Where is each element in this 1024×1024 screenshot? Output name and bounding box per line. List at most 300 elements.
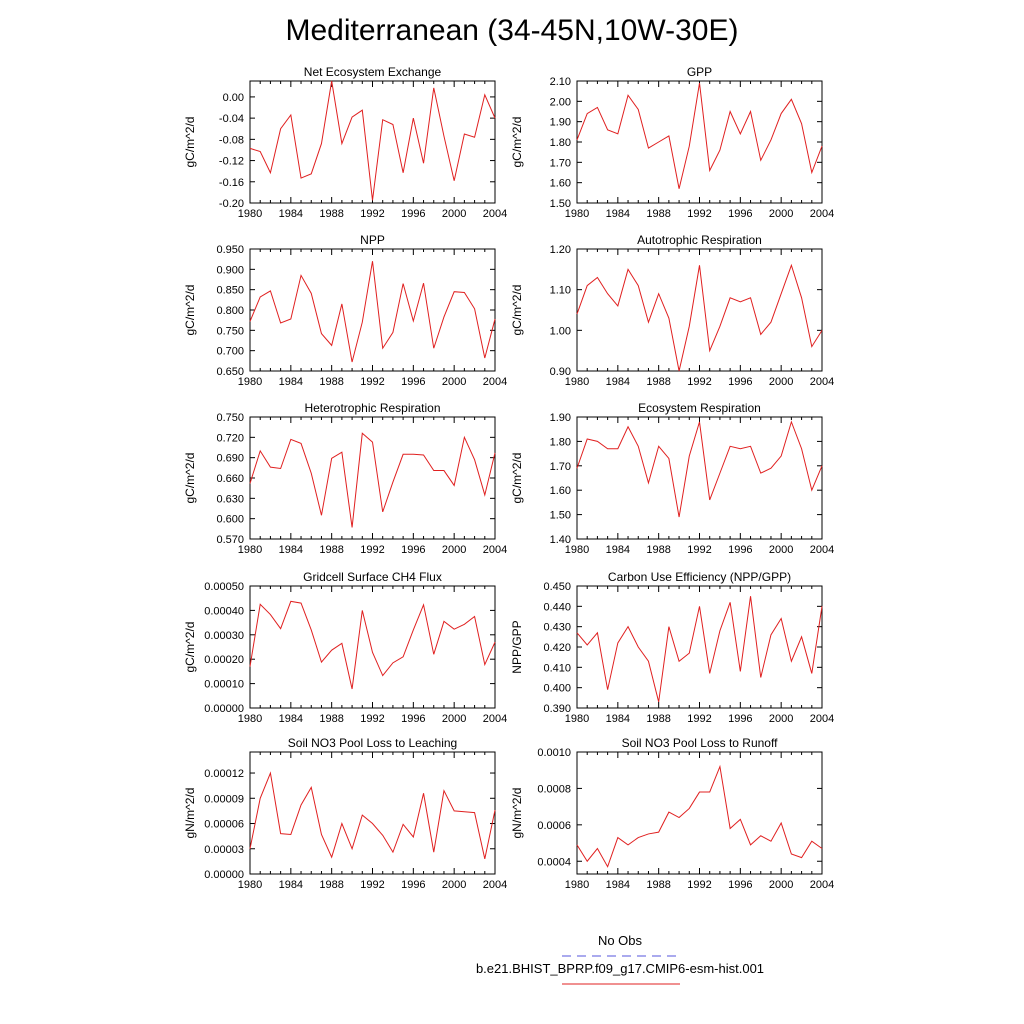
y-tick-label: -0.08: [218, 134, 244, 147]
plot-frame: [250, 417, 495, 539]
data-point: [443, 790, 444, 791]
x-tick-label: 1980: [237, 544, 263, 556]
data-point: [781, 455, 782, 456]
data-point: [433, 852, 434, 853]
y-tick-label: 0.00000: [204, 703, 244, 715]
data-point: [270, 172, 271, 173]
data-point: [290, 601, 291, 602]
y-tick-label: 1.50: [549, 198, 571, 210]
y-tick-label: 1.50: [549, 509, 571, 522]
y-tick-label: 2.00: [549, 96, 571, 109]
data-point: [413, 836, 414, 837]
x-tick-label: 2000: [768, 544, 794, 556]
y-tick-label: 0.0008: [537, 783, 571, 796]
legend-label-no-obs: No Obs: [597, 933, 643, 948]
series-line: [250, 81, 495, 200]
data-point: [403, 656, 404, 657]
series-line: [577, 83, 822, 189]
data-point: [740, 671, 741, 672]
data-point: [484, 94, 485, 95]
data-point: [260, 604, 261, 605]
y-tick-label: 0.00010: [204, 678, 244, 691]
data-point: [617, 642, 618, 643]
panel-title: Ecosystem Respiration: [638, 401, 761, 415]
data-point: [464, 437, 465, 438]
data-point: [607, 293, 608, 294]
data-point: [423, 283, 424, 284]
y-axis-label: gC/m^2/d: [183, 452, 197, 504]
data-point: [423, 793, 424, 794]
panel-title: Soil NO3 Pool Loss to Leaching: [287, 736, 458, 750]
x-tick-label: 1980: [237, 376, 263, 388]
data-point: [740, 819, 741, 820]
plot-frame: [250, 249, 495, 371]
data-point: [423, 604, 424, 605]
data-point: [750, 446, 751, 447]
x-tick-label: 1980: [564, 544, 590, 556]
data-point: [362, 322, 363, 323]
x-tick-label: 2000: [768, 879, 794, 891]
x-tick-label: 1980: [564, 208, 590, 220]
data-point: [587, 861, 588, 862]
panel-title: Soil NO3 Pool Loss to Runoff: [621, 736, 778, 750]
y-tick-label: 0.0010: [537, 747, 571, 759]
x-tick-label: 1996: [728, 713, 753, 725]
x-tick-label: 1988: [646, 713, 671, 725]
plot-frame: [250, 81, 495, 203]
series-line: [577, 596, 822, 702]
data-point: [678, 817, 679, 818]
data-point: [587, 644, 588, 645]
data-point: [597, 632, 598, 633]
panel-npp: [183, 233, 507, 388]
data-point: [699, 265, 700, 266]
data-point: [791, 421, 792, 422]
data-point: [821, 606, 822, 607]
data-point: [362, 610, 363, 611]
data-point: [740, 133, 741, 134]
data-point: [791, 99, 792, 100]
x-tick-label: 1992: [360, 879, 385, 891]
x-tick-label: 2000: [441, 879, 467, 891]
data-point: [413, 454, 414, 455]
data-point: [494, 452, 495, 453]
data-point: [627, 426, 628, 427]
x-tick-label: 2004: [809, 376, 835, 388]
data-point: [464, 133, 465, 134]
data-point: [587, 113, 588, 114]
y-tick-label: -0.04: [218, 113, 244, 126]
data-point: [413, 320, 414, 321]
x-tick-label: 1980: [564, 713, 590, 725]
y-tick-label: 0.750: [216, 412, 244, 424]
data-point: [699, 82, 700, 83]
data-point: [260, 450, 261, 451]
data-point: [341, 823, 342, 824]
data-point: [443, 621, 444, 622]
data-point: [597, 277, 598, 278]
data-point: [781, 293, 782, 294]
data-point: [576, 139, 577, 140]
data-point: [443, 470, 444, 471]
y-axis-label: NPP/GPP: [510, 620, 524, 674]
data-point: [811, 346, 812, 347]
data-point: [362, 110, 363, 111]
data-point: [811, 490, 812, 491]
data-point: [311, 293, 312, 294]
data-point: [607, 129, 608, 130]
data-point: [648, 833, 649, 834]
y-tick-label: 0.390: [543, 703, 571, 715]
data-point: [597, 848, 598, 849]
data-point: [403, 283, 404, 284]
y-tick-label: 1.20: [549, 244, 571, 256]
x-tick-label: 1984: [605, 879, 631, 891]
data-point: [689, 326, 690, 327]
x-tick-label: 1992: [687, 376, 712, 388]
panel-title: Carbon Use Efficiency (NPP/GPP): [607, 570, 792, 584]
x-tick-label: 1988: [319, 879, 344, 891]
data-point: [341, 143, 342, 144]
data-point: [290, 318, 291, 319]
data-point: [484, 858, 485, 859]
x-tick-label: 1992: [360, 376, 385, 388]
series-line: [250, 601, 495, 689]
data-point: [351, 116, 352, 117]
data-point: [433, 87, 434, 88]
data-point: [719, 630, 720, 631]
data-point: [638, 446, 639, 447]
data-point: [638, 109, 639, 110]
panel-grid: [183, 65, 834, 891]
panel-title: Heterotrophic Respiration: [304, 401, 441, 415]
y-tick-label: 0.700: [216, 345, 244, 358]
y-axis-label: gC/m^2/d: [510, 452, 524, 504]
y-tick-label: -0.12: [218, 155, 244, 168]
y-tick-label: 1.80: [549, 137, 571, 149]
plot-frame: [577, 586, 822, 708]
data-point: [372, 261, 373, 262]
x-tick-label: 1992: [687, 713, 712, 725]
panel-title: GPP: [686, 65, 713, 79]
data-point: [484, 494, 485, 495]
x-tick-label: 1988: [319, 544, 344, 556]
x-tick-label: 1980: [564, 879, 590, 891]
data-point: [494, 318, 495, 319]
x-tick-label: 2004: [482, 208, 508, 220]
y-axis-label: gC/m^2/d: [183, 284, 197, 336]
x-tick-label: 1980: [564, 376, 590, 388]
data-point: [760, 835, 761, 836]
y-tick-label: 0.420: [543, 642, 571, 654]
data-point: [249, 848, 250, 849]
y-tick-label: 0.430: [543, 621, 571, 634]
y-tick-label: 2.10: [549, 76, 571, 88]
data-point: [382, 119, 383, 120]
x-tick-label: 2004: [809, 879, 835, 891]
data-point: [372, 823, 373, 824]
data-point: [781, 822, 782, 823]
x-tick-label: 2004: [482, 376, 508, 388]
data-point: [341, 303, 342, 304]
x-tick-label: 1996: [728, 376, 753, 388]
x-tick-label: 1984: [278, 879, 304, 891]
plot-frame: [250, 586, 495, 708]
x-tick-label: 2000: [768, 208, 794, 220]
data-point: [454, 629, 455, 630]
x-tick-label: 1984: [605, 713, 631, 725]
data-point: [392, 481, 393, 482]
x-tick-label: 1988: [646, 376, 671, 388]
data-point: [454, 810, 455, 811]
y-axis-label: gN/m^2/d: [510, 787, 524, 839]
panel-net-ecosystem-exchange: [183, 65, 507, 220]
y-tick-label: 0.800: [216, 305, 244, 317]
data-point: [372, 441, 373, 442]
x-tick-label: 2004: [482, 544, 508, 556]
x-tick-label: 1988: [319, 376, 344, 388]
data-point: [249, 148, 250, 149]
x-tick-label: 1980: [237, 713, 263, 725]
data-point: [678, 370, 679, 371]
y-tick-label: 0.900: [216, 264, 244, 277]
data-point: [689, 455, 690, 456]
series-line: [250, 773, 495, 859]
data-point: [638, 837, 639, 838]
y-tick-label: 0.720: [216, 432, 244, 445]
x-tick-label: 1992: [360, 713, 385, 725]
data-point: [709, 350, 710, 351]
data-point: [300, 804, 301, 805]
data-point: [392, 124, 393, 125]
data-point: [689, 145, 690, 146]
data-point: [750, 111, 751, 112]
data-point: [351, 848, 352, 849]
data-point: [709, 673, 710, 674]
data-point: [576, 632, 577, 633]
y-tick-label: 1.60: [549, 485, 571, 498]
data-point: [770, 841, 771, 842]
panel-title: NPP: [360, 233, 385, 247]
series-line: [250, 261, 495, 362]
data-point: [331, 857, 332, 858]
data-point: [464, 624, 465, 625]
plot-frame: [577, 417, 822, 539]
data-point: [760, 677, 761, 678]
data-point: [658, 446, 659, 447]
figure-title: Mediterranean (34-45N,10W-30E): [285, 14, 739, 47]
data-point: [791, 661, 792, 662]
x-tick-label: 1996: [401, 208, 426, 220]
data-point: [699, 791, 700, 792]
data-point: [494, 118, 495, 119]
data-point: [311, 173, 312, 174]
data-point: [280, 628, 281, 629]
data-point: [372, 652, 373, 653]
data-point: [781, 618, 782, 619]
data-point: [801, 123, 802, 124]
data-point: [791, 265, 792, 266]
data-point: [423, 163, 424, 164]
y-tick-label: 0.660: [216, 473, 244, 485]
data-point: [730, 297, 731, 298]
y-tick-label: 1.60: [549, 177, 571, 190]
y-tick-label: 1.90: [549, 412, 571, 424]
data-point: [433, 470, 434, 471]
data-point: [331, 345, 332, 346]
data-point: [719, 150, 720, 151]
data-point: [607, 448, 608, 449]
data-point: [801, 857, 802, 858]
y-tick-label: -0.20: [218, 198, 244, 210]
x-tick-label: 2000: [441, 544, 467, 556]
data-point: [321, 834, 322, 835]
data-point: [730, 602, 731, 603]
data-point: [801, 297, 802, 298]
data-point: [403, 454, 404, 455]
data-point: [821, 330, 822, 331]
x-tick-label: 1980: [237, 879, 263, 891]
data-point: [730, 446, 731, 447]
x-tick-label: 2000: [441, 376, 467, 388]
data-point: [791, 853, 792, 854]
y-tick-label: 1.70: [549, 460, 571, 473]
data-point: [484, 357, 485, 358]
panel-heterotrophic-respiration: [183, 401, 507, 556]
y-axis-label: gN/m^2/d: [183, 787, 197, 839]
y-tick-label: 1.40: [549, 534, 571, 546]
data-point: [403, 824, 404, 825]
data-point: [709, 499, 710, 500]
data-point: [689, 808, 690, 809]
data-point: [249, 666, 250, 667]
data-point: [638, 646, 639, 647]
data-point: [638, 285, 639, 286]
data-point: [760, 160, 761, 161]
data-point: [403, 172, 404, 173]
series-line: [577, 265, 822, 371]
x-tick-label: 2004: [809, 208, 835, 220]
data-point: [597, 107, 598, 108]
data-point: [770, 634, 771, 635]
series-line: [577, 767, 822, 867]
x-tick-label: 1984: [605, 544, 631, 556]
data-point: [362, 815, 363, 816]
data-point: [382, 348, 383, 349]
data-point: [617, 448, 618, 449]
data-point: [668, 811, 669, 812]
y-tick-label: 0.00003: [204, 843, 244, 856]
panel-ecosystem-respiration: [510, 401, 834, 556]
y-tick-label: 0.0006: [537, 819, 571, 832]
data-point: [730, 111, 731, 112]
y-tick-label: 0.630: [216, 493, 244, 506]
data-point: [321, 333, 322, 334]
y-tick-label: 0.850: [216, 284, 244, 297]
y-tick-label: 0.600: [216, 513, 244, 526]
data-point: [648, 482, 649, 483]
data-point: [300, 443, 301, 444]
y-tick-label: 1.00: [549, 325, 571, 338]
data-point: [648, 322, 649, 323]
data-point: [484, 664, 485, 665]
x-tick-label: 1988: [319, 713, 344, 725]
y-tick-label: 0.00012: [204, 768, 244, 781]
data-point: [821, 848, 822, 849]
y-tick-label: 1.90: [549, 116, 571, 129]
data-point: [270, 290, 271, 291]
data-point: [811, 841, 812, 842]
data-point: [658, 701, 659, 702]
data-point: [423, 454, 424, 455]
y-tick-label: 0.00020: [204, 654, 244, 667]
y-tick-label: 0.650: [216, 366, 244, 378]
y-tick-label: 0.570: [216, 534, 244, 546]
data-point: [658, 293, 659, 294]
x-tick-label: 1988: [646, 208, 671, 220]
legend-label-model-run: b.e21.BHIST_BPRP.f09_g17.CMIP6-esm-hist.001: [475, 961, 765, 976]
data-point: [372, 200, 373, 201]
data-point: [494, 809, 495, 810]
data-point: [627, 95, 628, 96]
panel-soil-no3-pool-loss-to-runoff: [510, 736, 834, 891]
x-tick-label: 1984: [605, 376, 631, 388]
panel-gpp: [510, 65, 834, 220]
y-tick-label: 0.690: [216, 452, 244, 465]
data-point: [392, 852, 393, 853]
x-tick-label: 1996: [728, 879, 753, 891]
data-point: [494, 642, 495, 643]
y-tick-label: 0.750: [216, 325, 244, 338]
y-axis-label: gC/m^2/d: [183, 116, 197, 168]
data-point: [249, 483, 250, 484]
data-point: [362, 433, 363, 434]
x-tick-label: 1988: [319, 208, 344, 220]
x-tick-label: 1992: [687, 208, 712, 220]
x-tick-label: 1992: [687, 879, 712, 891]
y-tick-label: 0.950: [216, 244, 244, 256]
data-point: [719, 326, 720, 327]
data-point: [290, 114, 291, 115]
x-tick-label: 1992: [687, 544, 712, 556]
data-point: [719, 766, 720, 767]
data-point: [689, 653, 690, 654]
data-point: [443, 136, 444, 137]
data-point: [678, 661, 679, 662]
data-point: [648, 148, 649, 149]
data-point: [617, 837, 618, 838]
plot-frame: [250, 752, 495, 874]
data-point: [321, 143, 322, 144]
data-point: [474, 616, 475, 617]
x-tick-label: 2000: [768, 376, 794, 388]
x-tick-label: 1996: [728, 208, 753, 220]
data-point: [260, 296, 261, 297]
data-point: [382, 511, 383, 512]
x-tick-label: 1980: [237, 208, 263, 220]
legend: [476, 933, 764, 984]
data-point: [351, 361, 352, 362]
y-tick-label: 0.450: [543, 581, 571, 593]
data-point: [249, 321, 250, 322]
data-point: [331, 80, 332, 81]
data-point: [678, 188, 679, 189]
data-point: [576, 313, 577, 314]
panel-autotrophic-respiration: [510, 233, 834, 388]
data-point: [474, 812, 475, 813]
data-point: [607, 866, 608, 867]
data-point: [627, 269, 628, 270]
